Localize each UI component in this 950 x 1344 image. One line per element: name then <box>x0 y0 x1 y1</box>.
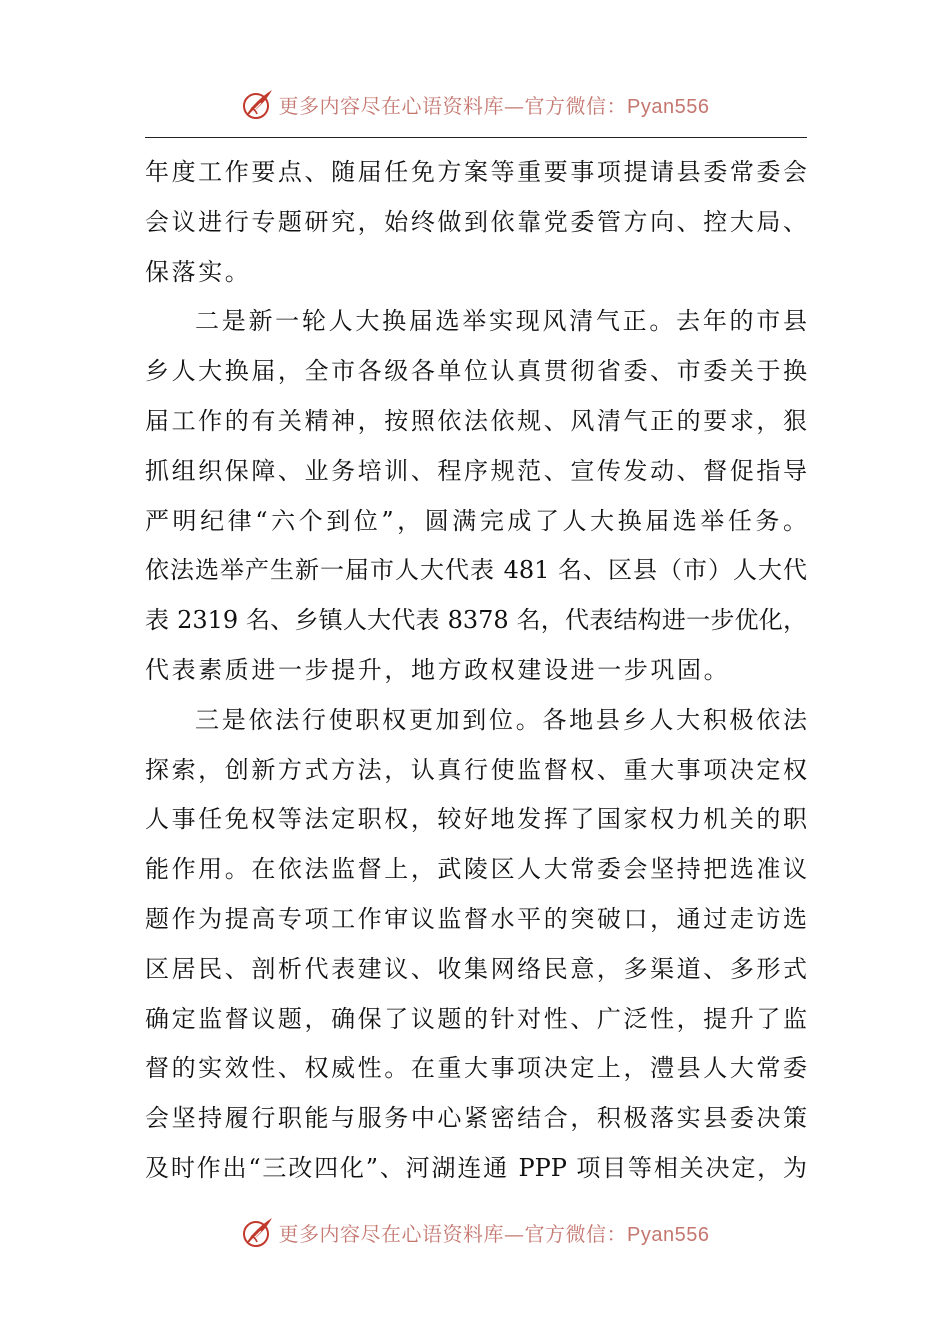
text-line: 能作用。在依法监督上，武陵区人大常委会坚持把选准议 <box>145 855 807 884</box>
text-line: 保落实。 <box>145 257 252 286</box>
text-line: 及时作出“三改四化”、河湖连通 PPP 项目等相关决定，为 <box>145 1153 807 1182</box>
text-line: 抓组织保障、业务培训、程序规范、宣传发动、督促指导 <box>145 456 807 485</box>
text-line: 代表素质进一步提升，地方政权建设进一步巩固。 <box>145 655 731 684</box>
document-body <box>145 148 807 1194</box>
header-rule <box>145 137 807 138</box>
text-line: 题作为提高专项工作审议监督水平的突破口，通过走访选 <box>145 904 807 933</box>
text-line: 会坚持履行职能与服务中心紧密结合，积极落实县委决策 <box>145 1104 807 1133</box>
header-watermark-text: 更多内容尽在心语资料库—官方微信：Pyan556 <box>278 93 710 118</box>
text-line: 年度工作要点、随届任免方案等重要事项提请县委常委会 <box>145 158 807 186</box>
paragraph-start-line: 二是新一轮人大换届选举实现风清气正。去年的市县 <box>195 307 807 336</box>
quill-pen-circle-icon <box>241 87 275 121</box>
text-line: 督的实效性、权威性。在重大事项决定上，澧县人大常委 <box>145 1054 807 1083</box>
text-line: 依法选举产生新一届市人大代表 481 名、区县（市）人大代 <box>145 556 807 585</box>
header-wechat-id: Pyan556 <box>627 95 710 118</box>
text-line: 人事任免权等法定职权，较好地发挥了国家权力机关的职 <box>145 805 807 834</box>
text-line: 表 2319 名、乡镇人大代表 8378 名，代表结构进一步优化， <box>145 606 807 635</box>
text-line: 乡人大换届，全市各级各单位认真贯彻省委、市委关于换 <box>145 357 807 386</box>
footer-watermark-text: 更多内容尽在心语资料库—官方微信：Pyan556 <box>278 1221 710 1246</box>
footer-watermark <box>0 1212 950 1252</box>
text-line: 区居民、剖析代表建议、收集网络民意，多渠道、多形式 <box>145 954 807 983</box>
paragraph-start-line: 三是依法行使职权更加到位。各地县乡人大积极依法 <box>195 705 807 734</box>
text-line: 探索，创新方式方法，认真行使监督权、重大事项决定权 <box>145 755 807 784</box>
quill-pen-circle-icon <box>241 1215 275 1249</box>
header-watermark <box>0 84 950 124</box>
footer-wechat-id: Pyan556 <box>627 1223 710 1246</box>
text-line: 确定监督议题，确保了议题的针对性、广泛性，提升了监 <box>145 1004 807 1033</box>
text-line: 届工作的有关精神，按照依法依规、风清气正的要求，狠 <box>145 406 807 435</box>
text-line: 严明纪律“六个到位”，圆满完成了人大换届选举任务。 <box>145 506 807 535</box>
text-line: 会议进行专题研究，始终做到依靠党委管方向、控大局、 <box>145 207 807 236</box>
